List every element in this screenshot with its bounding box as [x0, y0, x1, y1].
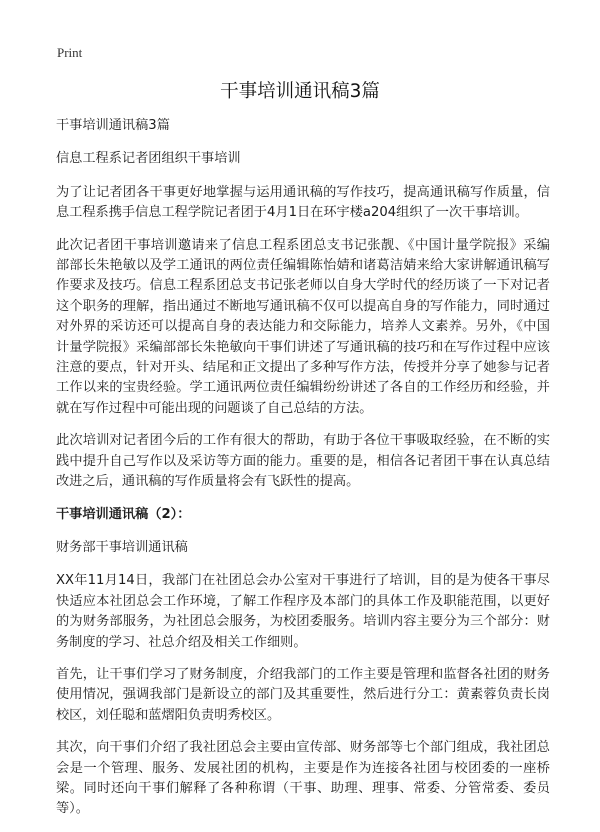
- article-subtitle: 干事培训通讯稿3篇: [56, 118, 170, 133]
- section-subtitle-2: 财务部干事培训通讯稿: [56, 539, 188, 555]
- section-heading-1: 信息工程系记者团组织干事培训: [56, 151, 241, 167]
- paragraph: 此次记者团干事培训邀请来了信息工程系团总支书记张靓、《中国计量学院报》采编部部长朱艳敏以及学工通讯的两位责任编辑陈怡婧和诸葛洁婧来给大家讲解通讯稿写作要求及技巧。信息工程系团总支书记张老师以自身大学时代的经历谈了一下对记者这个职务的理解，指出通过不断地写通讯稿不仅可以提高自身的写作能力，同时通过对外界的采访还可以提高自身的表达能力和交际能力，培养人文素养。另外，《中国计量学院报》采编部部长朱艳敏向干事们讲述了写通讯稿的技巧和在写作过程中应该注意的要点，针对开头、结尾和正文提出了多种写作方法，传授并分享了她参与记者工作以来的宝贵经验。学工通讯两位责任编辑纷纷讲述了各自的工作经历和经验，并就在写作过程中可能出现的问题谈了自己总结的方法。: [56, 237, 550, 416]
- paragraph: XX年11月14日，我部门在社团总会办公室对干事进行了培训，目的是为使各干事尽快适应本社团总会工作环境，了解工作程序及本部门的具体工作及职能范围，以更好的为财务部服务，为社团总会服务，为校团委服务。培训内容主要分为三个部分：财务制度的学习、社总介绍及相关工作细则。: [56, 573, 550, 650]
- paragraph: 此次培训对记者团今后的工作有很大的帮助，有助于各位干事吸取经验，在不断的实践中提升自己写作以及采访等方面的能力。重要的是，相信各记者团干事在认真总结改进之后，通讯稿的写作质量将会有飞跃性的提高。: [56, 433, 550, 490]
- paragraph: 为了让记者团各干事更好地掌握与运用通讯稿的写作技巧，提高通讯稿写作质量，信息工程系携手信息工程学院记者团于4月1日在环宇楼a204组织了一次干事培训。: [56, 184, 550, 221]
- print-link[interactable]: Print: [57, 45, 83, 60]
- paragraph: 其次，向干事们介绍了我社团总会主要由宣传部、财务部等七个部门组成，我社团总会是一个管理、服务、发展社团的机构，主要是作为连接各社团与校团委的一座桥梁。同时还向干事们解释了各种称谓（干事、助理、理事、常委、分管常委、委员等）。: [56, 740, 550, 817]
- paragraph: 首先，让干事们学习了财务制度，介绍我部门的工作主要是管理和监督各社团的财务使用情况，强调我部门是新设立的部门及其重要性，然后进行分工：黄素蓉负责长岗校区，刘任聪和蓝熠阳负责明秀校区。: [56, 666, 550, 723]
- article-body: [56, 116, 550, 832]
- page-title: 干事培训通讯稿3篇: [220, 81, 380, 102]
- section-heading-2: 干事培训通讯稿（2）：: [56, 506, 191, 522]
